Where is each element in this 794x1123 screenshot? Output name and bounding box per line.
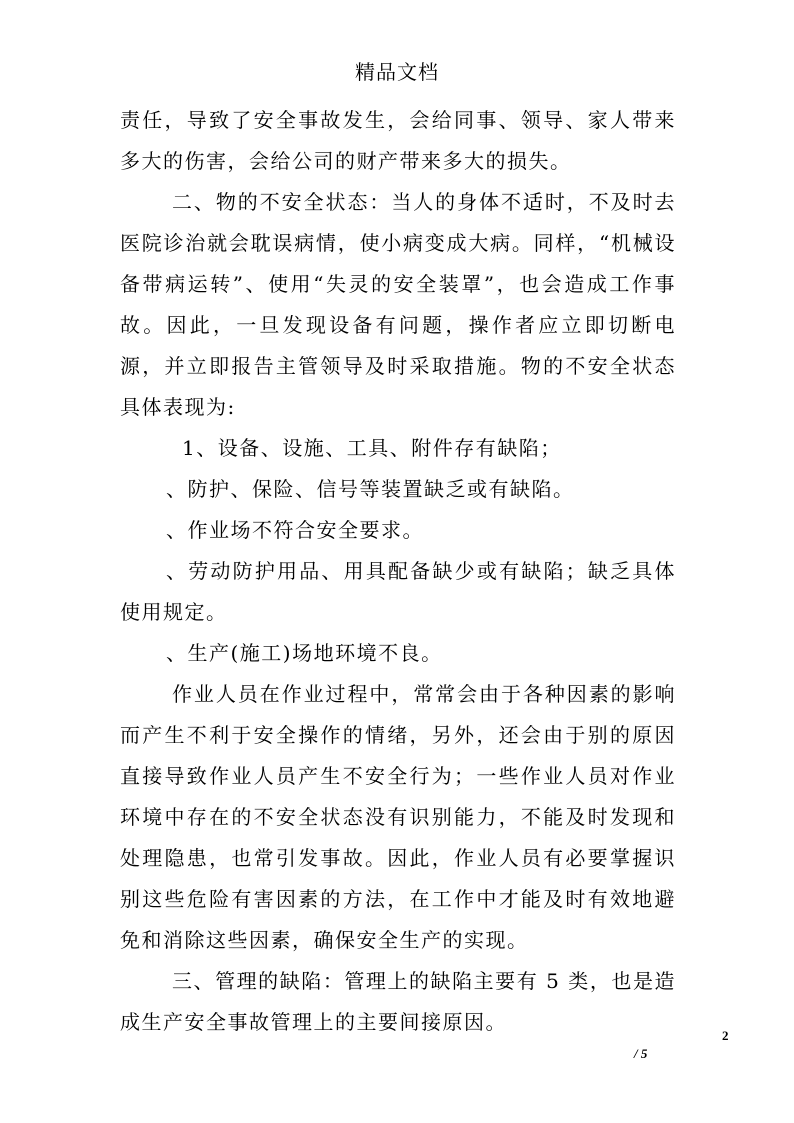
list-item-protective-equipment: 、劳动防护用品、用具配备缺少或有缺陷；缺乏具体使用规定。 [120, 559, 676, 624]
paragraph-worker-hazards: 作业人员在作业过程中，常常会由于各种因素的影响而产生不利于安全操作的情绪，另外，还会由于别的原因直接导致作业人员产生不安全行为；一些作业人员对作业环境中存在的不安全状态没有识别能力，不能及时发现和处理隐患，也常引发事故。因此，作业人员有必要掌握识别这些危险有害因素的方法，在工作中才能及时有效地避免和消除这些因素，确保安全生产的实现。 [120, 682, 676, 952]
list-item-protection-devices: 、防护、保险、信号等装置缺乏或有缺陷。 [166, 477, 575, 501]
page-number: 2 [722, 1028, 729, 1043]
page-header-title: 精品文档 [355, 60, 439, 84]
document-body [120, 100, 676, 1043]
paragraph-responsibility: 责任，导致了安全事故发生，会给同事、领导、家人带来多大的伤害，会给公司的财产带来多大的损失。 [120, 108, 676, 173]
list-item-workplace: 、作业场不符合安全要求。 [166, 518, 424, 542]
paragraph-management-defects: 三、管理的缺陷：管理上的缺陷主要有 5 类，也是造成生产安全事故管理上的主要间接原因。 [120, 969, 676, 1034]
page-total: / 5 [634, 1046, 648, 1061]
paragraph-unsafe-object-state: 二、物的不安全状态：当人的身体不适时，不及时去医院诊治就会耽误病情，使小病变成大病。同样，“机械设备带病运转”、使用“失灵的安全装罩”，也会造成工作事故。因此，一旦发现设备有问题，操作者应立即切断电源，并立即报告主管领导及时采取措施。物的不安全状态具体表现为: [120, 190, 676, 419]
list-item-site-environment: 、生产(施工)场地环境不良。 [166, 641, 443, 665]
list-item-equipment-defects: 1、设备、设施、工具、附件存有缺陷； [182, 436, 562, 460]
